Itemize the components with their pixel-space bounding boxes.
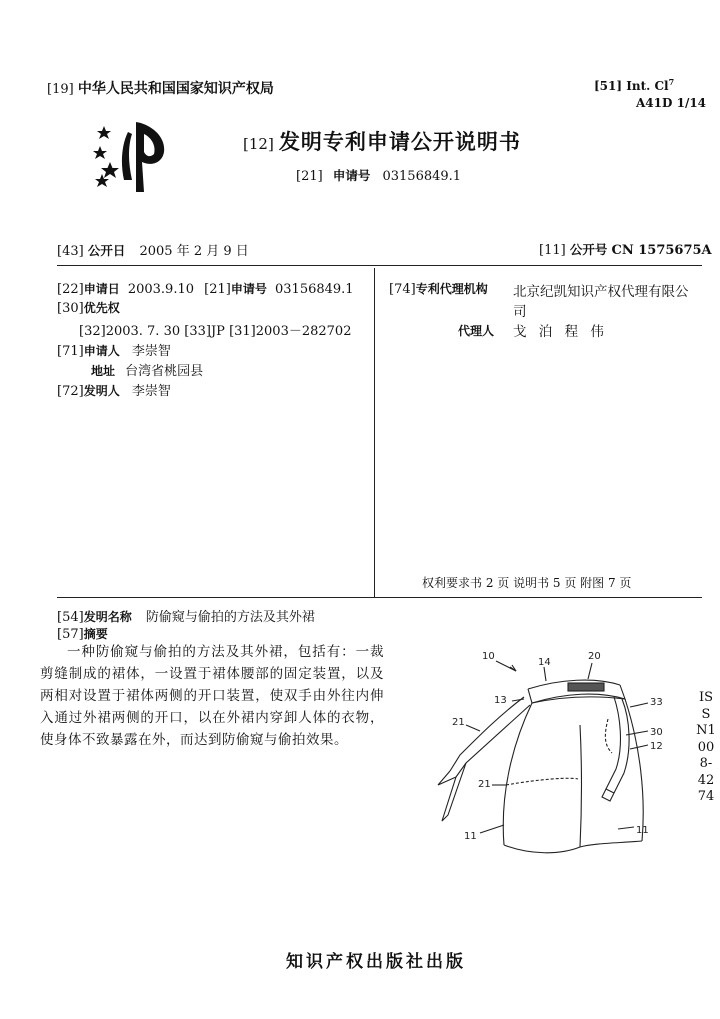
doc-type-code: [12] (243, 135, 274, 153)
office-name: 中华人民共和国国家知识产权局 (77, 81, 274, 97)
fig-label-21-lower: 21 (478, 779, 491, 790)
skirt-front-fold (580, 725, 582, 847)
fig-label-14: 14 (538, 657, 551, 668)
int-cl-sup: 7 (668, 77, 675, 87)
agency-row (389, 280, 488, 297)
int-cl-code: [51] (594, 79, 623, 93)
app-no: 03156849.1 (275, 282, 354, 297)
title-code: [54] (57, 610, 84, 625)
mid-rule (57, 597, 702, 598)
applicant-label: 申请人 (83, 344, 120, 358)
address-row (91, 360, 203, 379)
fastener-strip (568, 683, 604, 691)
top-rule (57, 265, 702, 266)
office-code: [19] (47, 82, 74, 97)
int-cl-value: A41D 1/14 (636, 96, 707, 110)
prio-date-code: [32] (79, 324, 106, 339)
applicant-code: [71] (57, 344, 84, 359)
fig-label-11-right: 11 (636, 825, 649, 836)
int-cl (594, 77, 674, 93)
pub-no-value: CN 1575675A (611, 243, 712, 258)
sipo-emblem-icon (92, 118, 172, 196)
page-counts: 权利要求书 2 页 说明书 5 页 附图 7 页 (422, 576, 632, 590)
filing-row (57, 280, 354, 297)
fig-label-21-upper: 21 (452, 717, 465, 728)
office-header (47, 78, 274, 98)
inventor-row (57, 380, 171, 399)
side-opening-left (506, 778, 578, 785)
prio-no-code: [31] (229, 324, 256, 339)
address-label: 地址 (91, 364, 116, 378)
right-strap (606, 697, 620, 789)
app-label: 申请号 (230, 282, 267, 296)
filing-code: [22] (57, 282, 84, 297)
issn-vertical: ISSN1008-4274 (696, 690, 716, 804)
header-app-no-label: 申请号 (332, 168, 371, 183)
fig-label-12: 12 (650, 741, 663, 752)
agent-name: 戈 泊 程 伟 (513, 324, 608, 340)
column-divider (374, 268, 375, 598)
skirt-left-edge (503, 703, 532, 845)
int-cl-label: Int. Cl (626, 79, 669, 93)
header-app-no (296, 166, 461, 184)
filing-label: 申请日 (83, 282, 120, 296)
agency-name-line1: 北京纪凯知识产权代理有限公 (513, 284, 689, 300)
pub-date-label: 公开日 (87, 243, 126, 258)
pub-no-label: 公开号 (569, 242, 608, 257)
fig-label-11-left: 11 (464, 831, 477, 842)
fig-label-30: 30 (650, 727, 663, 738)
fig-label-33: 33 (650, 697, 663, 708)
title-label: 发明名称 (83, 610, 132, 624)
address-value: 台湾省桃园县 (125, 364, 204, 379)
header-app-no-code: [21] (296, 169, 323, 184)
fig-label-20: 20 (588, 651, 601, 662)
inventor-label: 发明人 (83, 384, 120, 398)
pub-date-value: 2005 年 2 月 9 日 (139, 244, 249, 259)
pub-date-code: [43] (57, 244, 84, 259)
left-strap (450, 697, 524, 771)
applicant-name: 李崇智 (131, 344, 171, 359)
priority-code: [30] (57, 301, 84, 316)
inventor-name: 李崇智 (131, 384, 171, 399)
inventor-code: [72] (57, 384, 84, 399)
fig-label-10: 10 (482, 651, 495, 662)
fig-label-13: 13 (494, 695, 507, 706)
invention-title-row (57, 606, 315, 625)
priority-detail-row (79, 320, 351, 339)
agency-name-line2: 司 (513, 304, 527, 320)
prio-country-code: [33] (184, 324, 211, 339)
pub-date-row (57, 240, 249, 259)
priority-label: 优先权 (83, 301, 120, 315)
filing-date: 2003.9.10 (127, 282, 195, 297)
skirt-figure (420, 645, 690, 865)
abstract-text: 一种防偷窥与偷拍的方法及其外裙，包括有：一裁剪缝制成的裙体，一设置于裙体腰部的固定装置，以及两相对设置于裙体两侧的开口装置，使双手由外往内伸入通过外裙两侧的开口，以在外裙内穿卸人体的衣物，使身体不致暴露在外，而达到防偷窥与偷拍效果。 (40, 644, 384, 748)
agency-label: 专利代理机构 (415, 282, 488, 296)
header-app-no-value: 03156849.1 (382, 169, 462, 184)
prio-country: JP (210, 324, 225, 339)
doc-type-row (243, 126, 521, 156)
abstract-header (57, 625, 108, 642)
agency-code: [74] (389, 282, 416, 297)
pub-no-code: [11] (539, 243, 566, 258)
agent-label: 代理人 (458, 324, 495, 338)
prio-no: 2003－282702 (255, 324, 352, 339)
applicant-row (57, 340, 171, 359)
invention-title: 防偷窥与偷拍的方法及其外裙 (145, 610, 315, 625)
abstract-label: 摘要 (83, 627, 108, 641)
side-opening-right (605, 719, 612, 753)
pub-no-row (539, 240, 712, 258)
priority-row (57, 299, 120, 316)
abstract-code: [57] (57, 627, 84, 642)
app-code: [21] (204, 282, 231, 297)
doc-type-title: 发明专利申请公开说明书 (278, 130, 521, 154)
publisher-footer: 知识产权出版社出版 (286, 952, 466, 972)
prio-date: 2003. 7. 30 (105, 324, 181, 339)
